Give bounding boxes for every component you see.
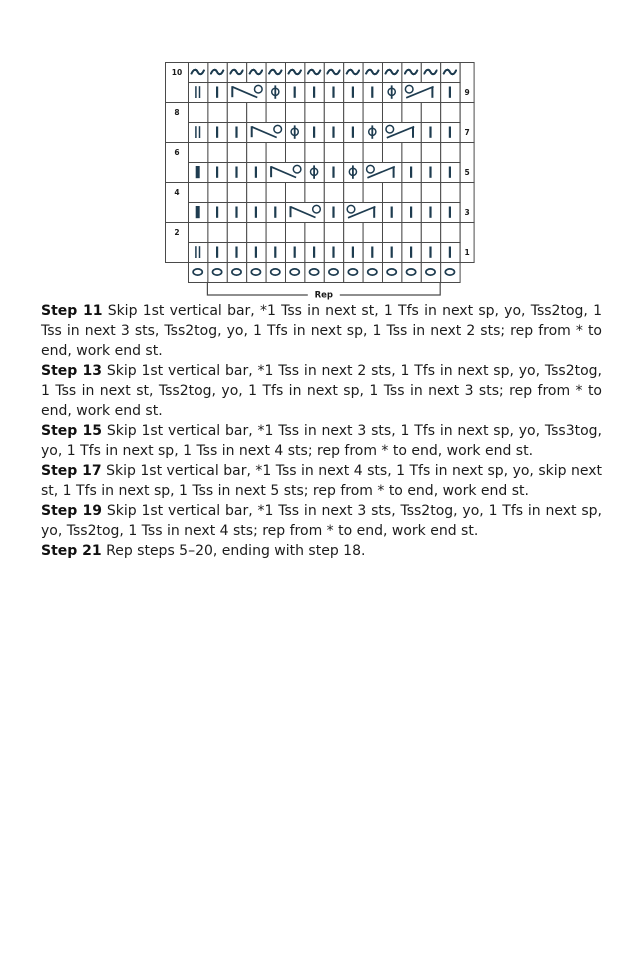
step-label: Step 11 [41,303,103,319]
step-label: Step 21 [41,543,102,559]
row-number-left: 10 [171,68,183,78]
chart-cell [421,222,440,242]
step-paragraph [41,541,602,561]
chart-cell [305,103,324,123]
repeat-label: Rep [314,290,333,301]
chart-cell [227,222,246,242]
chart-cell [344,143,363,163]
chart-cell [382,143,401,163]
step-text: Skip 1st vertical bar, *1 Tss in next 3 sts, Tss2tog, yo, 1 Tfs in next sp, yo, Tss2tog, 1 Tss in next 4 sts; rep from * to end, work end st. [41,503,602,539]
step-label: Step 15 [41,423,103,439]
chart-cell [188,242,207,262]
chart-cell [441,103,460,123]
chart-cell [285,262,304,282]
step-label: Step 13 [41,363,103,379]
chart-cell [441,183,460,203]
chart-cell [441,262,460,282]
chart-cell [188,143,207,163]
chart-cell [421,183,440,203]
chart-cell [208,143,227,163]
row-number-right: 1 [464,247,470,257]
chart-cell [402,103,421,123]
chart-cell [382,262,401,282]
chart-cell [324,143,343,163]
chart-cell [188,262,207,282]
chart-cell [285,183,304,203]
step-text: Skip 1st vertical bar, *1 Tss in next 2 sts, 1 Tfs in next sp, yo, Tss2tog, 1 Tss in next st, Tss2tog, yo, 1 Tfs in next sp, 1 Tss in next 3 sts; rep from * to end, work end st. [41,363,602,419]
chart-cell [247,143,266,163]
chart-cell [344,262,363,282]
chart-cell [344,222,363,242]
stitch-chart [165,62,475,304]
chart-cell [344,183,363,203]
chart-cell [266,103,285,123]
chart-cell [208,103,227,123]
chart-cell [324,103,343,123]
step-text: Skip 1st vertical bar, *1 Tss in next 3 sts, 1 Tfs in next sp, yo, Tss3tog, yo, 1 Tfs in next sp, 1 Tss in next 4 sts; rep from * to end, work end st. [41,423,602,459]
step-label: Step 17 [41,463,102,479]
row-number-right: 7 [464,128,470,138]
chart-cell [305,262,324,282]
chart-cell [305,143,324,163]
chart-cell [402,262,421,282]
chart-cell [402,183,421,203]
chart-cell [382,103,401,123]
chart-cell [324,183,343,203]
chart-cell [402,143,421,163]
step-paragraph [41,361,602,421]
chart-cell [363,103,382,123]
chart-cell [324,262,343,282]
row-number-right: 5 [464,168,470,178]
step-text: Skip 1st vertical bar, *1 Tss in next 4 sts, 1 Tfs in next sp, yo, skip next st, 1 Tfs in next sp, 1 Tss in next 5 sts; rep from * to end, work end st. [41,463,603,499]
chart-cell [208,262,227,282]
chart-cell [363,262,382,282]
chart-cell [421,143,440,163]
chart-cell [227,103,246,123]
chart-cell [188,222,207,242]
chart-cell [285,103,304,123]
chart-cell [247,183,266,203]
chart-cell [421,103,440,123]
step-paragraph [41,501,602,541]
chart-cell [324,222,343,242]
row-number-right: 3 [464,207,470,217]
row-number-left: 8 [174,108,180,118]
chart-cell [441,143,460,163]
row-number-left: 4 [174,187,180,197]
chart-cell [285,143,304,163]
chart-cell [188,183,207,203]
chart-cell [402,222,421,242]
chart-cell [247,222,266,242]
step-paragraph [41,301,602,361]
chart-cell [285,222,304,242]
chart-cell [247,262,266,282]
chart-cell [227,183,246,203]
chart-cell [305,183,324,203]
pattern-instructions [41,301,602,561]
chart-cell [227,262,246,282]
chart-cell [208,222,227,242]
step-paragraph [41,421,602,461]
chart-cell [266,143,285,163]
chart-cell [188,83,207,103]
chart-cell [382,222,401,242]
row-number-left: 6 [174,148,180,158]
chart-cell [363,222,382,242]
step-paragraph [41,461,602,501]
chart-cell [266,262,285,282]
chart-cell [421,262,440,282]
chart-cell [266,222,285,242]
stitch-chart-svg [165,62,475,302]
step-text: Skip 1st vertical bar, *1 Tss in next st, 1 Tfs in next sp, yo, Tss2tog, 1 Tss in next 3 sts, Tss2tog, yo, 1 Tfs in next sp, 1 Tss in next 2 sts; rep from * to end, work end st. [41,303,602,359]
chart-cell [305,222,324,242]
step-label: Step 19 [41,503,103,519]
chart-cell [441,222,460,242]
step-text: Rep steps 5–20, ending with step 18. [106,543,366,559]
chart-cell [188,123,207,143]
row-number-right: 9 [464,88,470,98]
chart-cell [227,143,246,163]
chart-cell [247,103,266,123]
chart-cell [266,183,285,203]
chart-cell [382,183,401,203]
chart-cell [363,183,382,203]
chart-cell [208,183,227,203]
chart-cell [188,103,207,123]
row-number-left: 2 [174,227,180,237]
chart-cell [363,143,382,163]
chart-cell [344,103,363,123]
